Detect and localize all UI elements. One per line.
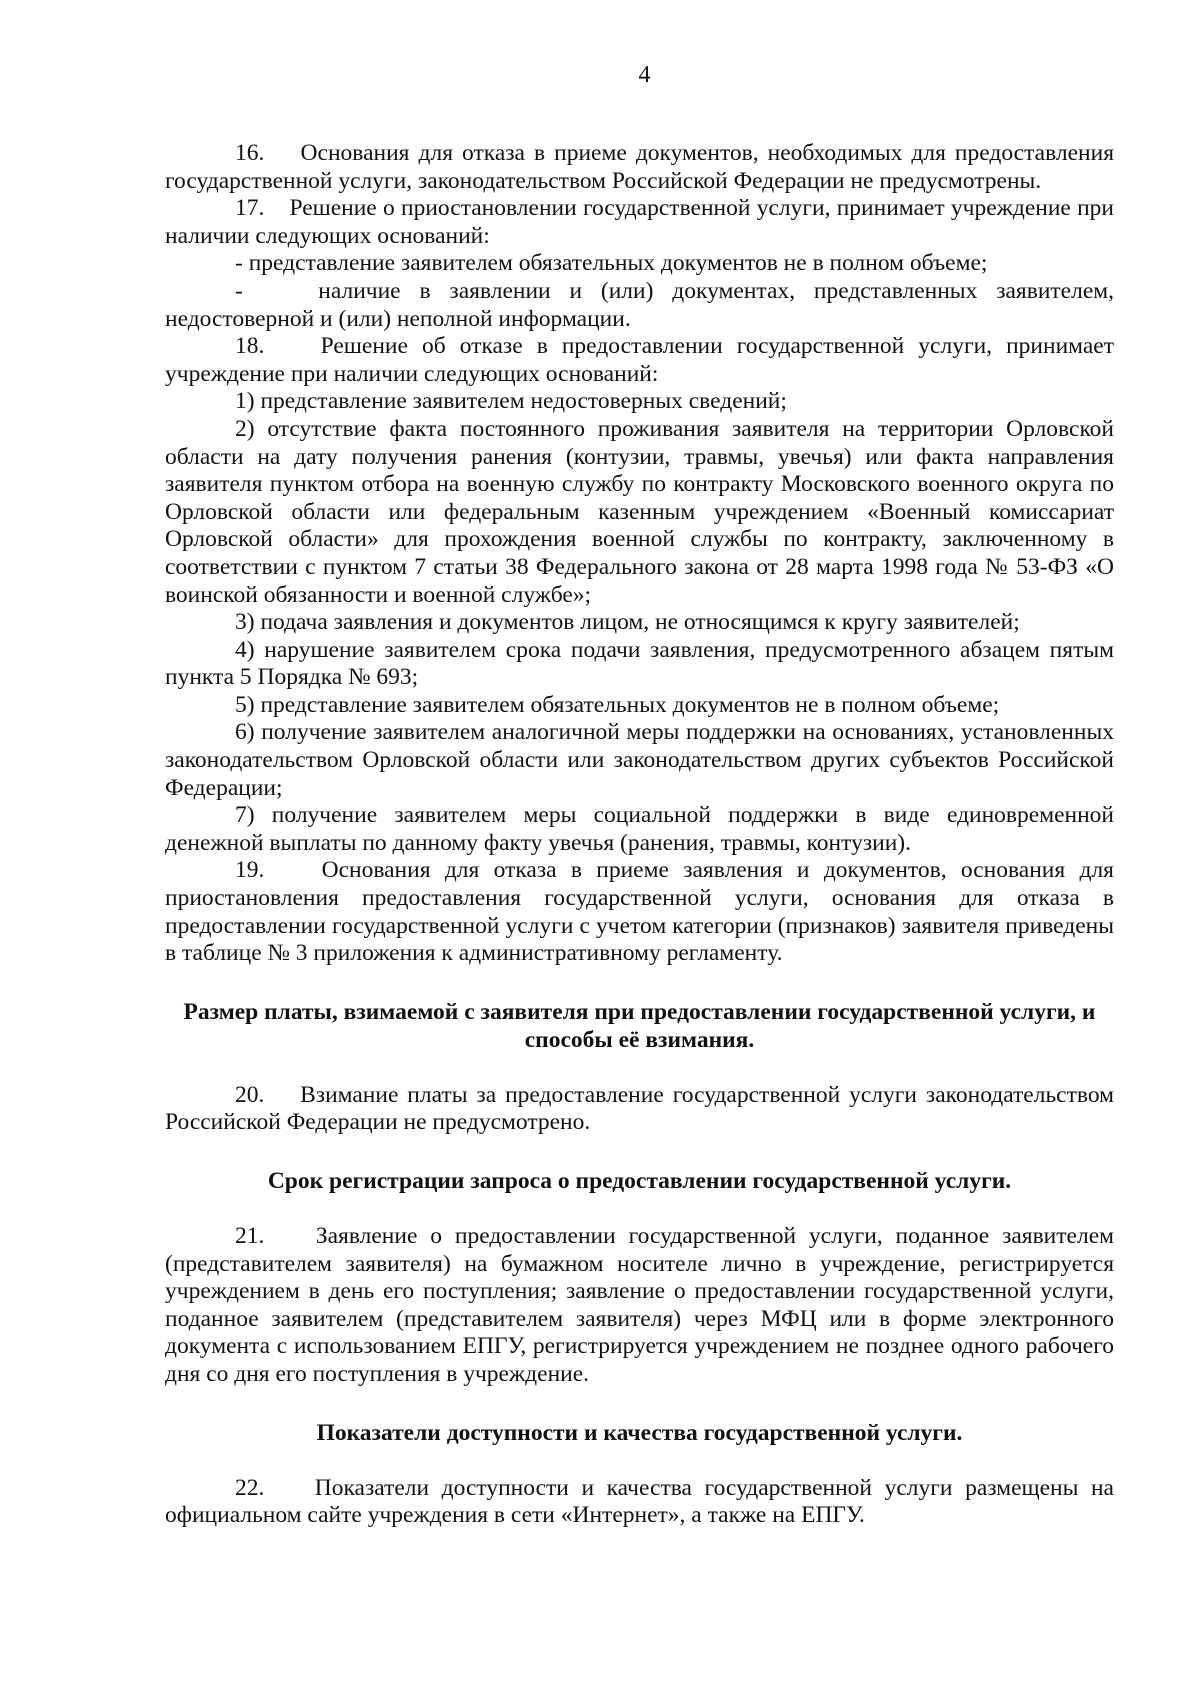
paragraph-16: 16. Основания для отказа в приеме документов, необходимых для предоставления государственной услуги, законодательством Российской Федерации не предусмотрены. [165, 140, 1114, 194]
paragraph-17: 17. Решение о приостановлении государственной услуги, принимает учреждение при наличии следующих оснований: [165, 195, 1114, 249]
paragraph-18: 18. Решение об отказе в предоставлении государственной услуги, принимает учреждение при наличии следующих оснований: [165, 333, 1114, 387]
paragraph-18-item-6: 6) получение заявителем аналогичной меры поддержки на основаниях, установленных законодательством Орловской области или законодательством других субъектов Российской Федерации; [165, 719, 1114, 801]
paragraph-18-item-4: 4) нарушение заявителем срока подачи заявления, предусмотренного абзацем пятым пункта 5 Порядка № 693; [165, 636, 1114, 691]
paragraph-19: 19. Основания для отказа в приеме заявления и документов, основания для приостановления предоставления государственной услуги, основания для отказа в предоставлении государственной услуги с учетом категории (признаков) заявителя приведены в таблице № 3 приложения к административному регламенту. [165, 857, 1114, 967]
paragraph-21: 21. Заявление о предоставлении государственной услуги, поданное заявителем (представителем заявителя) на бумажном носителе лично в учреждение, регистрируется учреждением в день его поступления; заявление о предоставлении государственной услуги, поданное заявителем (представителем заявителя) через МФЦ или в форме электронного документа с использованием ЕПГУ, регистрируется учреждением не позднее одного рабочего дня со дня его поступления в учреждение. [165, 1223, 1114, 1387]
paragraph-18-item-5: 5) представление заявителем обязательных документов не в полном объеме; [235, 691, 1000, 718]
section-refusal-grounds [165, 140, 1114, 968]
heading-fee: Размер платы, взимаемой с заявителя при предоставлении государственной услуги, и способы её взимания. [183, 998, 1096, 1053]
paragraph-18-item-3: 3) подача заявления и документов лицом, не относящимся к кругу заявителей; [235, 609, 1020, 636]
paragraph-18-item-1: 1) представление заявителем недостоверных сведений; [235, 388, 787, 415]
paragraph-18-item-7: 7) получение заявителем меры социальной поддержки в виде единовременной денежной выплаты по данному факту увечья (ранения, травмы, контузии). [165, 802, 1114, 856]
paragraph-18-item-2: 2) отсутствие факта постоянного проживания заявителя на территории Орловской области на дату получения ранения (контузии, травмы, увечья) или факта направления заявителя пунктом отбора на военную службу по контракту Московского военного округа по Орловской области или федеральным казенным учреждением «Военный комиссариат Орловской области» для прохождения военной службы по контракту, заключенному в соответствии с пунктом 7 статьи 38 Федерального закона от 28 марта 1998 года № 53-ФЗ «О воинской обязанности и военной службе»; [165, 415, 1114, 608]
paragraph-17-item-1: - представление заявителем обязательных документов не в полном объеме; [235, 250, 988, 277]
paragraph-22: 22. Показатели доступности и качества государственной услуги размещены на официальном сайте учреждения в сети «Интернет», а также на ЕПГУ. [165, 1474, 1114, 1529]
page-number: 4 [638, 62, 651, 88]
heading-quality: Показатели доступности и качества государственной услуги. [316, 1419, 963, 1446]
paragraph-20: 20. Взимание платы за предоставление государственной услуги законодательством Российской Федерации не предусмотрено. [165, 1081, 1114, 1136]
heading-registration: Срок регистрации запроса о предоставлении государственной услуги. [267, 1168, 1012, 1194]
paragraph-17-item-2: - наличие в заявлении и (или) документах, представленных заявителем, недостоверной и (или) неполной информации. [165, 277, 1114, 332]
